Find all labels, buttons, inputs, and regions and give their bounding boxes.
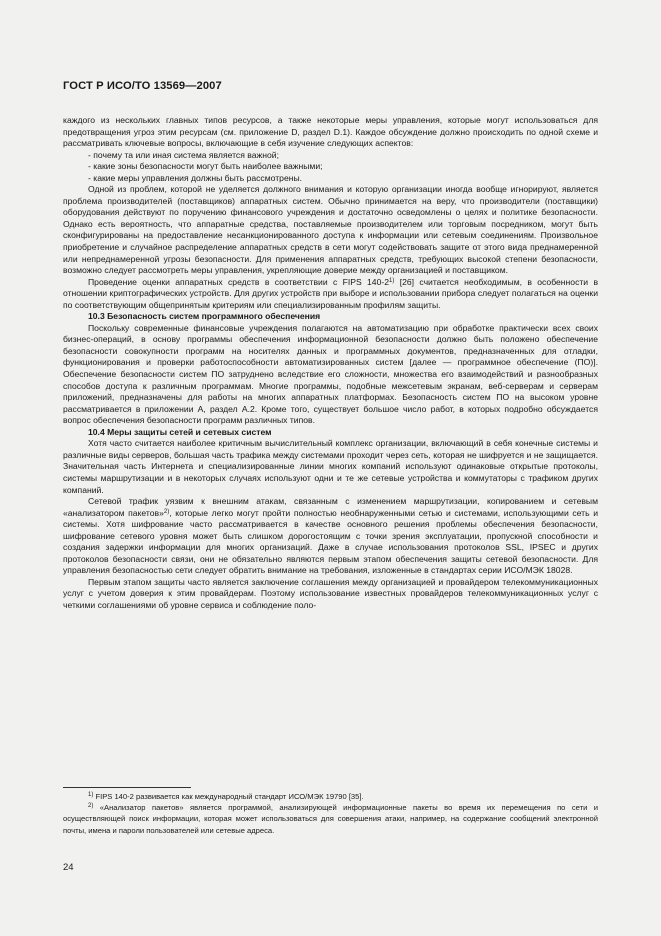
footnote-text: FIPS 140-2 развивается как международный стандарт ИСО/МЭК 19790 [35].	[93, 792, 364, 801]
document-header: ГОСТ Р ИСО/ТО 13569—2007	[63, 80, 222, 92]
footnote-1	[63, 791, 598, 802]
paragraph-text: Проведение оценки аппаратных средств в соответствии с FIPS 140-2	[88, 276, 390, 287]
section-heading-10-4: 10.4 Меры защиты сетей и сетевых систем	[88, 426, 272, 437]
footnote-reference[interactable]: 2)	[163, 508, 170, 515]
footnote-reference[interactable]: 1)	[389, 277, 395, 284]
footnote-text: «Анализатор пакетов» является программой, анализирующей информационные пакеты во время их перемещения по сети и осуществляющей поиск информации, которая может использоваться для совершения атаки, например, на содержание сообщений электронной почты, имена и пароли пользователей или сетевые адреса.	[63, 803, 598, 835]
footnote-marker: 1)	[88, 792, 94, 798]
list-item: - какие зоны безопасности могут быть наиболее важными;	[88, 161, 323, 172]
paragraph-network-traffic: Хотя часто считается наиболее критичным вычислительный комплекс организации, включающий в себя конечные системы и различные виды серверов, большая часть трафика между системами проходит через сеть, которая не шифруется и не защищается. Значительная часть Интернета и специализированные линии многих компаний используют одинаковые открытые протоколы, системы маршрутизации и в некоторых случаях используют одни и те же сетевые устройства и коммутаторы с трафиком других компаний.	[63, 438, 598, 495]
paragraph-telecom-providers: Первым этапом защиты часто является заключение соглашения между организацией и провайдером телекоммуникационных услуг с учетом доверия к этим провайдерам. Поэтому использование известных провайдеров телекоммуникационных услуг с четкими соглашениями об уровне сервиса и соблюдение поло-	[63, 576, 598, 610]
paragraph-fips-evaluation	[63, 277, 598, 312]
paragraph-text: , которые легко могут пройти полностью необнаруженными сетью и системами, использующими сеть и системы. Хотя шифрование часто рассматривается в качестве основного решения проблемы обеспечения безопасности, шифрование сетевого уровня может быть слишком дорогостоящим с точки зрения эксплуатации, пропускной способности и создания задержки информации для многих организаций. Даже в случае использования протоколов SSL, IPSEC и других протоколов безопасности связи, они не обязательно являются первым этапом обеспечения защиты сетевой безопасности. Для управления безопасностью сети следует обратить внимание на требования, изложенные в стандартах серии ИСО/МЭК 18028.	[63, 507, 598, 576]
footnote-2	[63, 802, 598, 836]
paragraph-text: Сетевой трафик уязвим к внешним атакам, связанным с изменением маршрутизации, копированием и сетевым «анализатором пакетов»	[63, 496, 598, 518]
list-item: - какие меры управления должны быть рассмотрены.	[88, 172, 303, 183]
document-body	[63, 115, 598, 612]
footnotes	[63, 791, 598, 836]
page-number: 24	[63, 862, 74, 873]
paragraph-intro: каждого из нескольких главных типов ресурсов, а также некоторые меры управления, которые могут использоваться для предотвращения угроз этим ресурсам (см. приложение D, раздел D.1). Каждое обсуждение должно происходить по одной схеме и рассматривать ключевые вопросы, включающие в себя изучение следующих аспектов:	[63, 115, 598, 149]
list-item: - почему та или иная система является важной;	[88, 149, 279, 160]
paragraph-text: [26] считается необходимым, в особенности в отношении криптографических устройств. Для других устройств при выборе и использовании прибора следует полагаться на оценки по соответствующим общепринятым критериям или специализированным профилям защиты.	[63, 276, 599, 310]
paragraph-software-security: Поскольку современные финансовые учреждения полагаются на автоматизацию при обработке практически всех своих бизнес-операций, в основу программы обеспечения информационной безопасности должно быть положено обеспечение безопасности совокупности программ на носителях данных и программных документов, предназначенных для отладки, функционирования и проверки работоспособности автоматизированных систем [далее — программное обеспечение (ПО)]. Обеспечение безопасности систем ПО затруднено вследствие его сложности, множества его взаимодействий и разнообразных способов доступа к различным программам. Многие программы, подобные межсетевым экранам, веб-серверам и серверам приложений, предназначены для работы на многих аппаратных платформах. Безопасность систем ПО на высоком уровне рассматривается в приложении А, раздел А.2. Кроме того, существует большое число работ, в которых подробно обсуждается вопрос обеспечения безопасности программ различных типов.	[63, 322, 598, 426]
section-heading-10-3: 10.3 Безопасность систем программного обеспечения	[88, 311, 321, 322]
paragraph-hardware-vendors: Одной из проблем, которой не уделяется должного внимания и которую организации иногда вообще игнорируют, является проблема производителей (поставщиков) аппаратных систем. Обычно принимается на веру, что производители (поставщики) оборудования действуют по поручению финансового учреждения и достаточно осведомлены о целях и политике безопасности. Однако есть вероятность, что аппаратные средства, поставляемые производителем или торговым посредником, могут быть сконфигурированы на предоставление несанкционированного доступа к информации или сетевым соединениям. Произвольное приобретение и случайное распределение аппаратных средств в сети могут содействовать защите от этого вида преднамеренной или непреднамеренной угрозы безопасности. Для применения аппаратных средств, требующих высокой степени безопасности, возможно следует рассмотреть меры управления, укрепляющие доверие между организацией и поставщиком.	[63, 184, 598, 276]
paragraph-network-attacks	[63, 496, 598, 577]
footnote-separator	[63, 787, 191, 788]
footnote-marker: 2)	[88, 803, 94, 810]
